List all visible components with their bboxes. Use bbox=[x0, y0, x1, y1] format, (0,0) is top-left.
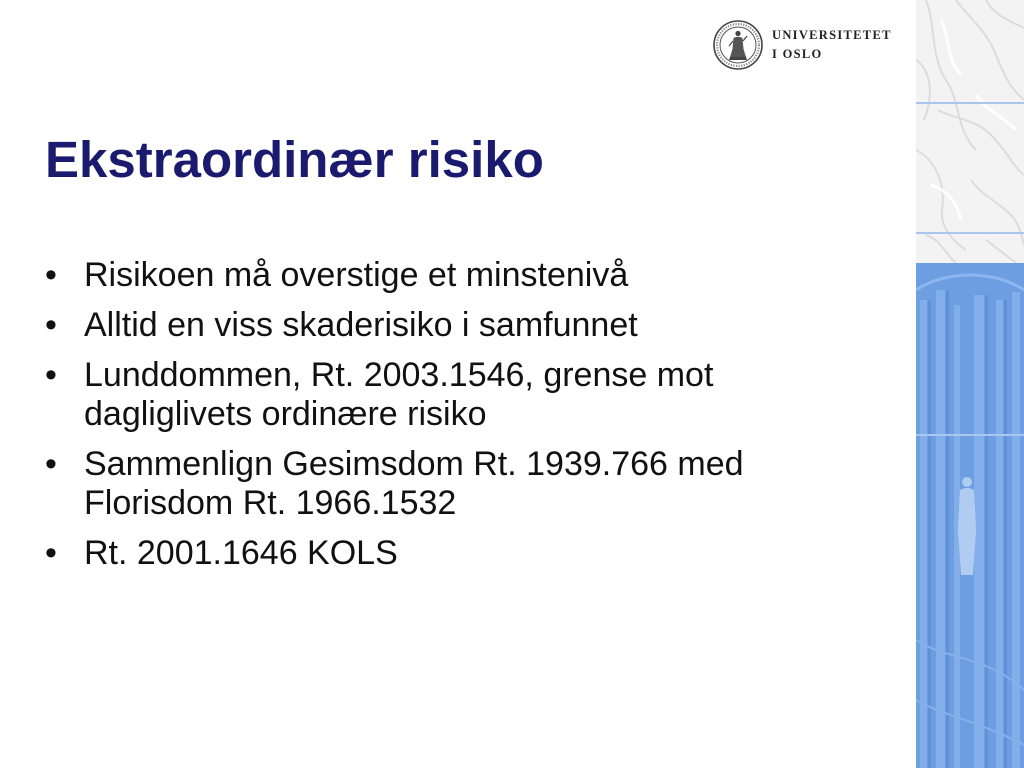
university-seal-icon bbox=[712, 19, 764, 71]
bullet-text: Alltid en viss skaderisiko i samfunnet bbox=[84, 306, 638, 344]
sculpture-panel bbox=[916, 0, 1024, 263]
sidebar-divider-line bbox=[916, 102, 1024, 104]
bullet-text: Rt. 2001.1646 KOLS bbox=[84, 534, 398, 572]
bullet-text: Sammenlign Gesimsdom Rt. 1939.766 med Florisdom Rt. 1966.1532 bbox=[84, 445, 744, 522]
list-item bbox=[45, 534, 785, 573]
list-item bbox=[45, 356, 785, 434]
bullet-text: Risikoen må overstige et minstenivå bbox=[84, 256, 629, 294]
wordmark-line-1: UNIVERSITETET bbox=[772, 28, 892, 42]
statue-figure bbox=[958, 477, 976, 575]
bullet-text: Lunddommen, Rt. 2003.1546, grense mot dagliglivets ordinære risiko bbox=[84, 356, 714, 433]
bullet-marker: • bbox=[45, 534, 57, 572]
list-item bbox=[45, 445, 785, 523]
bullet-marker: • bbox=[45, 306, 57, 344]
wordmark-line-2: I OSLO bbox=[772, 47, 823, 61]
bullet-marker: • bbox=[45, 356, 57, 394]
bullet-marker: • bbox=[45, 445, 57, 483]
bullet-marker: • bbox=[45, 256, 57, 294]
sidebar-divider-line bbox=[916, 434, 1024, 436]
bullet-list bbox=[45, 256, 785, 584]
university-wordmark bbox=[772, 26, 892, 64]
sidebar-divider-line bbox=[916, 232, 1024, 234]
university-logo bbox=[712, 19, 907, 73]
list-item bbox=[45, 306, 785, 345]
list-item bbox=[45, 256, 785, 295]
slide-title: Ekstraordinær risiko bbox=[45, 131, 544, 188]
decorative-side-strip bbox=[916, 0, 1024, 768]
